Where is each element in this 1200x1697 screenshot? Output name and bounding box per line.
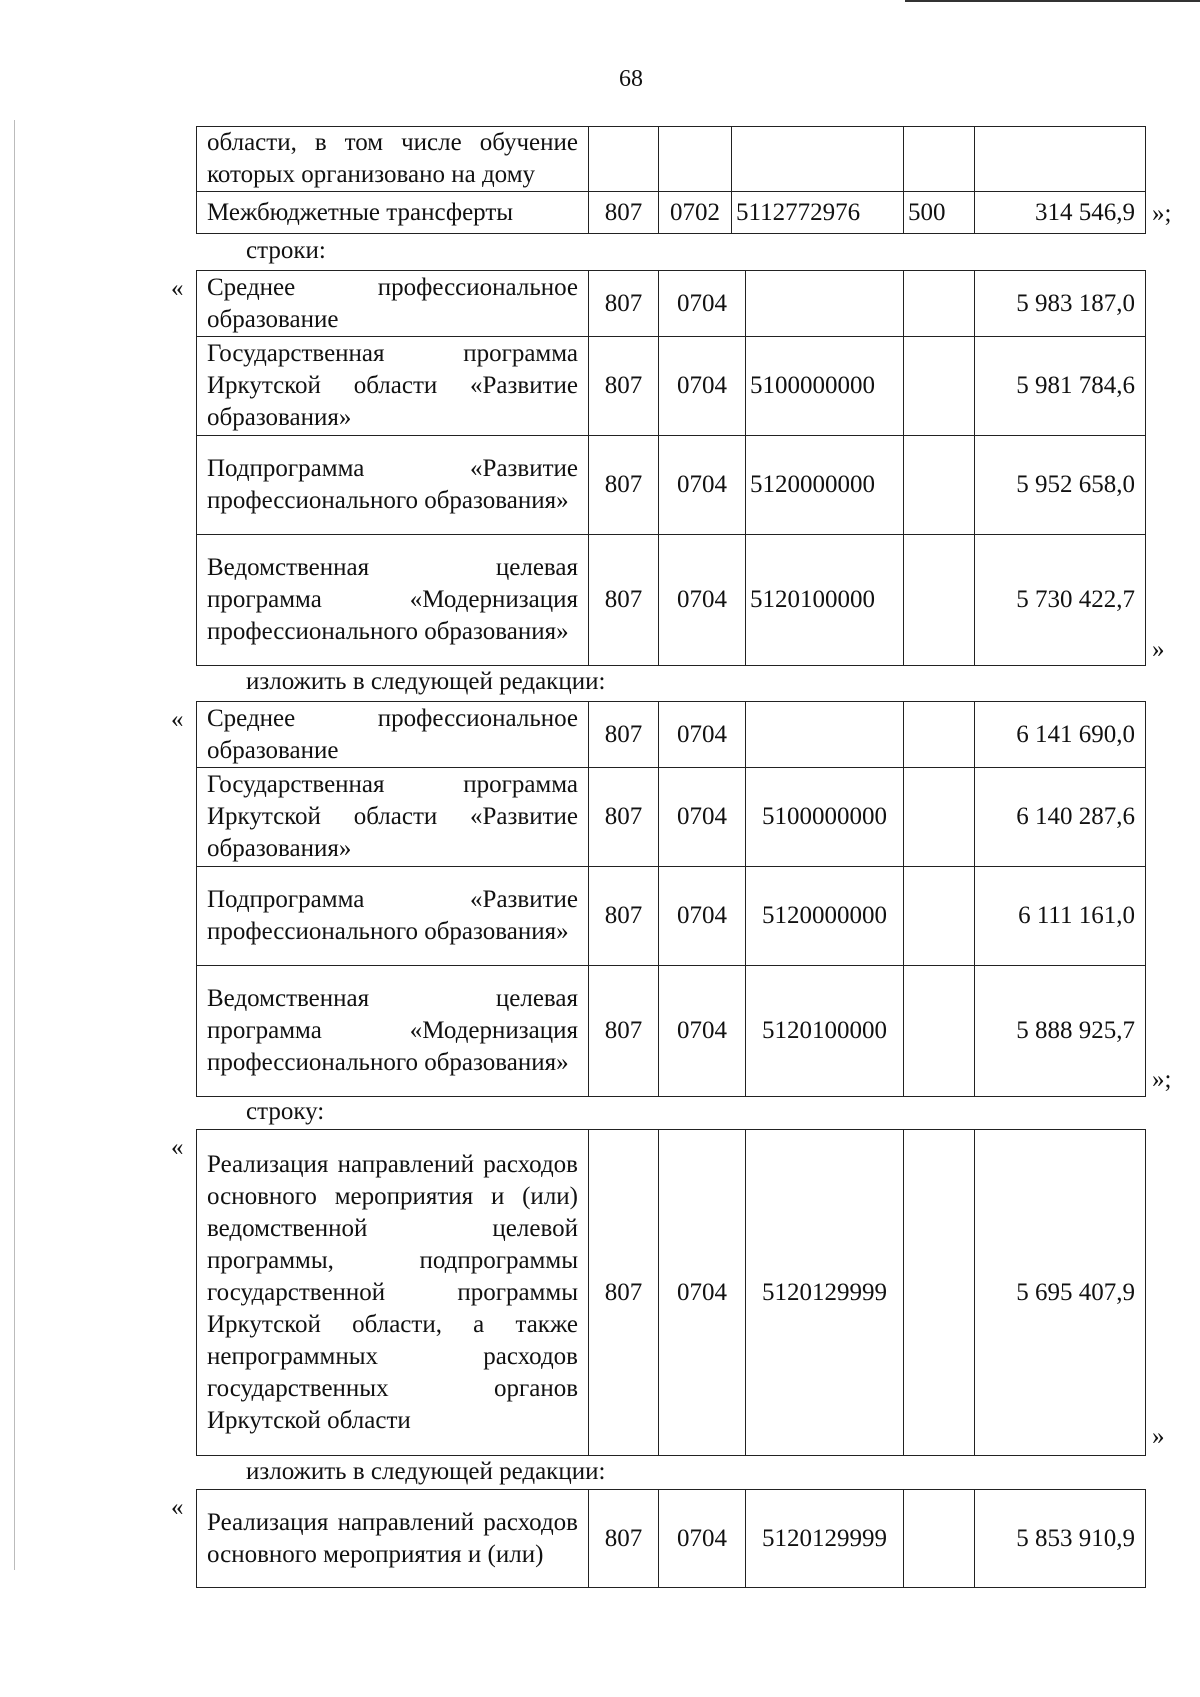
row-rz: 0704 [659, 702, 746, 768]
table-row [197, 127, 1146, 192]
row-cs [746, 702, 904, 768]
row-vr [904, 1130, 975, 1456]
row-amount: 5 730 422,7 [975, 535, 1146, 666]
row-gr: 807 [589, 192, 659, 234]
row-vr [904, 867, 975, 966]
row-vr [904, 271, 975, 337]
row-rz: 0704 [659, 337, 746, 436]
opening-quote: « [171, 275, 184, 302]
row-vr [904, 436, 975, 535]
continuation-table-section [196, 126, 1145, 234]
table-row [197, 867, 1146, 966]
row-rz: 0704 [659, 966, 746, 1097]
row-gr: 807 [589, 1490, 659, 1588]
new-row-table-section [196, 1489, 1145, 1588]
opening-quote: « [171, 1494, 184, 1521]
row-gr: 807 [589, 867, 659, 966]
table-row [197, 192, 1146, 234]
row-vr: 500 [904, 192, 975, 234]
row-cs: 5120000000 [746, 436, 904, 535]
new-rows-table [196, 701, 1146, 1097]
row-name: Межбюджетные трансферты [197, 192, 589, 234]
row-name: Реализация направлений расходов основного мероприятия и (или) [197, 1490, 589, 1588]
row-gr: 807 [589, 768, 659, 867]
row-amount: 314 546,9 [975, 192, 1146, 234]
row-vr [904, 702, 975, 768]
row-cs: 5100000000 [746, 768, 904, 867]
scan-edge-rule [905, 0, 1200, 2]
closing-quote: »; [1152, 1066, 1172, 1093]
row-amount: 6 141 690,0 [975, 702, 1146, 768]
row-amount [975, 127, 1146, 192]
row-name: Реализация направлений расходов основного мероприятия и (или) ведомственной целевой программы, подпрограммы государственной программы Иркутской области, а также непрограммных расходов государственных органов Иркутской области [197, 1130, 589, 1456]
row-gr: 807 [589, 702, 659, 768]
row-amount: 6 140 287,6 [975, 768, 1146, 867]
row-vr [904, 127, 975, 192]
row-name: Среднее профессиональное образование [197, 271, 589, 337]
row-amount: 5 981 784,6 [975, 337, 1146, 436]
row-name: Государственная программа Иркутской области «Развитие образования» [197, 337, 589, 436]
row-gr [589, 127, 659, 192]
row-vr [904, 966, 975, 1097]
row-gr: 807 [589, 337, 659, 436]
table-row [197, 337, 1146, 436]
instruction-text: изложить в следующей редакции: [246, 668, 606, 695]
row-name: Ведомственная целевая программа «Модернизация профессионального образования» [197, 535, 589, 666]
row-rz: 0704 [659, 867, 746, 966]
old-row-table [196, 1129, 1146, 1456]
row-gr: 807 [589, 271, 659, 337]
row-amount: 5 952 658,0 [975, 436, 1146, 535]
row-gr: 807 [589, 966, 659, 1097]
opening-quote: « [171, 706, 184, 733]
row-cs: 5100000000 [746, 337, 904, 436]
row-cs [732, 127, 904, 192]
table-row [197, 702, 1146, 768]
row-rz: 0704 [659, 1490, 746, 1588]
row-name: области, в том числе обучение которых организовано на дому [197, 127, 589, 192]
instruction-text: строки: [246, 237, 326, 264]
row-cs: 5112772976 [732, 192, 904, 234]
closing-quote: » [1152, 1423, 1165, 1450]
opening-quote: « [171, 1134, 184, 1161]
row-amount: 5 888 925,7 [975, 966, 1146, 1097]
closing-quote: »; [1152, 200, 1172, 227]
continuation-table [196, 126, 1146, 234]
table-row [197, 1490, 1146, 1588]
row-rz: 0702 [659, 192, 732, 234]
row-amount: 5 695 407,9 [975, 1130, 1146, 1456]
instruction-text: строку: [246, 1098, 325, 1125]
row-rz: 0704 [659, 271, 746, 337]
row-amount: 5 853 910,9 [975, 1490, 1146, 1588]
table-row [197, 768, 1146, 867]
instruction-text: изложить в следующей редакции: [246, 1458, 606, 1485]
new-row-table [196, 1489, 1146, 1588]
row-vr [904, 535, 975, 666]
row-vr [904, 337, 975, 436]
row-rz [659, 127, 732, 192]
row-name: Среднее профессиональное образование [197, 702, 589, 768]
table-row [197, 436, 1146, 535]
row-amount: 5 983 187,0 [975, 271, 1146, 337]
row-cs: 5120129999 [746, 1490, 904, 1588]
row-name: Ведомственная целевая программа «Модернизация профессионального образования» [197, 966, 589, 1097]
row-rz: 0704 [659, 1130, 746, 1456]
row-cs [746, 271, 904, 337]
page-number: 68 [619, 66, 643, 92]
row-vr [904, 768, 975, 867]
row-rz: 0704 [659, 768, 746, 867]
row-cs: 5120000000 [746, 867, 904, 966]
row-gr: 807 [589, 436, 659, 535]
old-row-table-section [196, 1129, 1145, 1456]
row-rz: 0704 [659, 436, 746, 535]
row-cs: 5120129999 [746, 1130, 904, 1456]
row-name: Подпрограмма «Развитие профессионального образования» [197, 436, 589, 535]
table-row [197, 271, 1146, 337]
new-rows-table-section [196, 701, 1145, 1097]
row-cs: 5120100000 [746, 535, 904, 666]
row-rz: 0704 [659, 535, 746, 666]
old-rows-table-section [196, 270, 1145, 666]
scan-margin-line [14, 120, 15, 1570]
row-name: Подпрограмма «Развитие профессионального образования» [197, 867, 589, 966]
row-amount: 6 111 161,0 [975, 867, 1146, 966]
table-row [197, 1130, 1146, 1456]
row-name: Государственная программа Иркутской области «Развитие образования» [197, 768, 589, 867]
table-row [197, 535, 1146, 666]
old-rows-table [196, 270, 1146, 666]
row-gr: 807 [589, 1130, 659, 1456]
row-gr: 807 [589, 535, 659, 666]
closing-quote: » [1152, 636, 1165, 663]
table-row [197, 966, 1146, 1097]
row-cs: 5120100000 [746, 966, 904, 1097]
row-vr [904, 1490, 975, 1588]
